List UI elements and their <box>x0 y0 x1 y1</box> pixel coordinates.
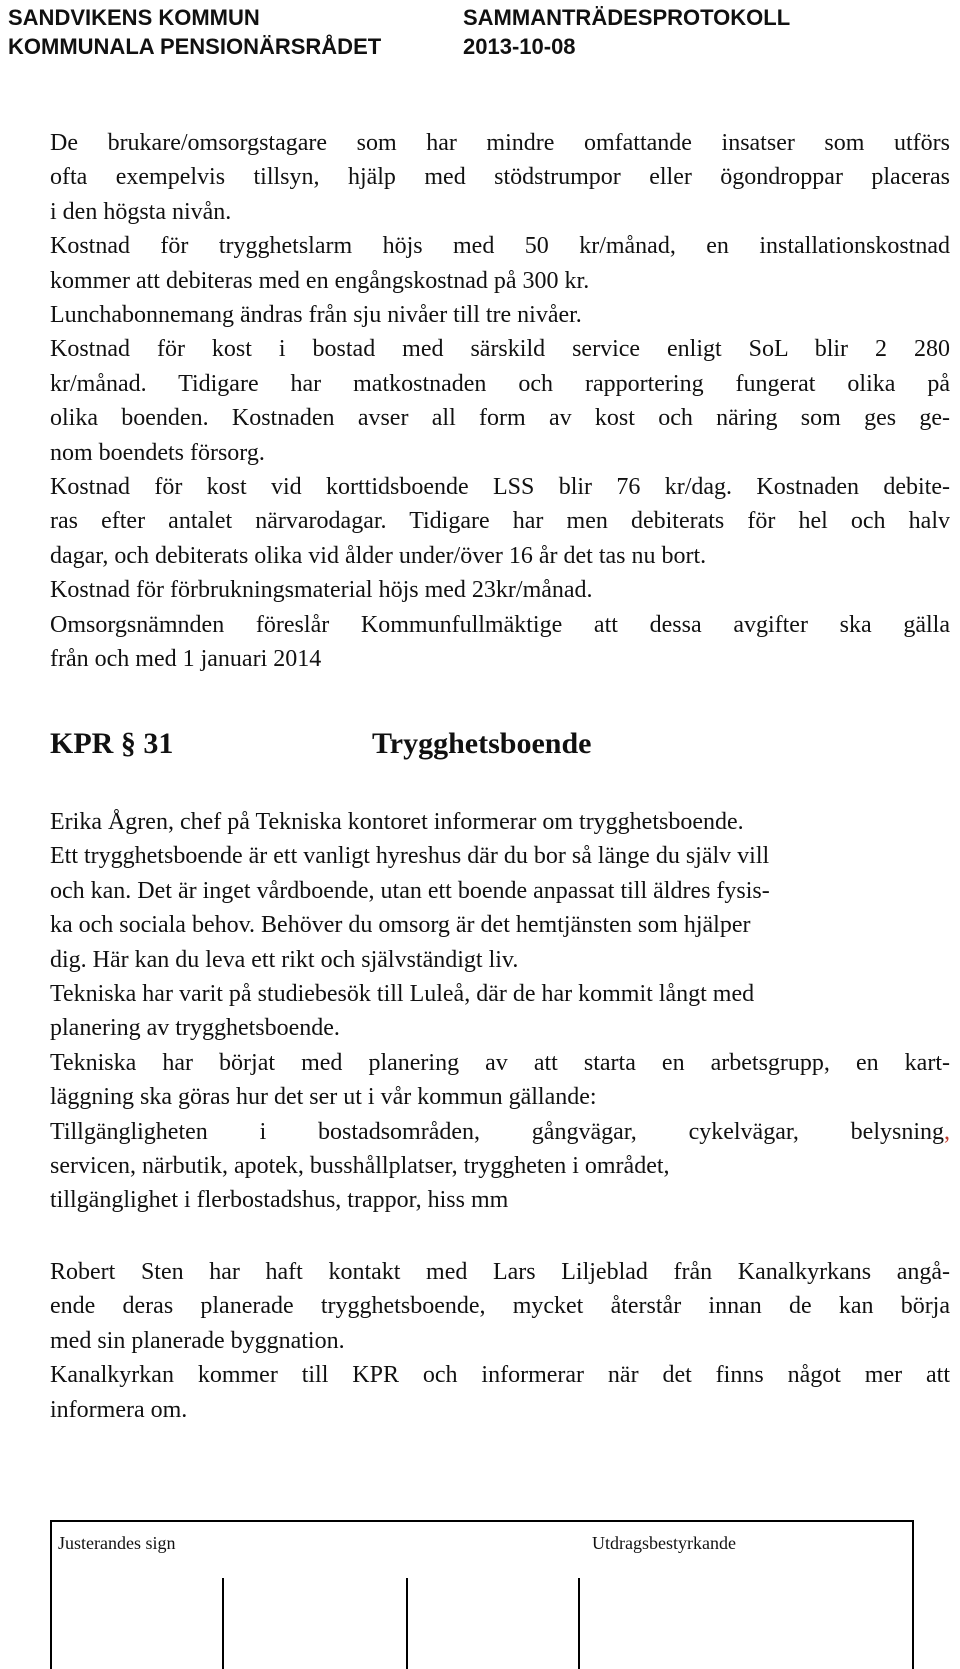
text-line: Kostnad för förbrukningsmaterial höjs med 23kr/månad. <box>50 577 593 604</box>
utdragsbestyrkande-label: Utdragsbestyrkande <box>592 1533 736 1553</box>
text-line: olika boenden. Kostnaden avser all form av kost och näring som ges ge- <box>50 405 950 432</box>
text-line: Tekniska har varit på studiebesök till Luleå, där de har kommit långt med <box>50 981 755 1008</box>
text-line: kr/månad. Tidigare har matkostnaden och rapportering fungerat olika på <box>50 370 950 397</box>
text-line: Tillgängligheten i bostadsområden, gångvägar, cykelvägar, belysning <box>50 1118 944 1145</box>
text-line: nom boendets försorg. <box>50 439 265 466</box>
header-org: SANDVIKENS KOMMUN <box>8 5 260 30</box>
text-line: ras efter antalet närvarodagar. Tidigare har men debiterats för hel och halv <box>50 508 950 535</box>
red-comma: , <box>944 1118 950 1145</box>
text-line: från och med 1 januari 2014 <box>50 646 322 673</box>
text-line: Ett trygghetsboende är ett vanligt hyreshus där du bor så länge du själv vill <box>50 843 770 870</box>
text-line: ka och sociala behov. Behöver du omsorg är det hemtjänsten som hjälper <box>50 912 751 939</box>
text-line: Erika Ågren, chef på Tekniska kontoret informerar om trygghetsboende. <box>50 809 744 835</box>
signature-divider <box>578 1578 580 1669</box>
text-line: kommer att debiteras med en engångskostnad på 300 kr. <box>50 267 590 294</box>
section-number: KPR § 31 <box>50 727 174 760</box>
signature-divider <box>406 1578 408 1669</box>
header-council: KOMMUNALA PENSIONÄRSRÅDET <box>8 34 382 59</box>
text-line: tillgänglighet i flerbostadshus, trappor, hiss mm <box>50 1187 509 1214</box>
justerandes-sign-label: Justerandes sign <box>58 1533 176 1553</box>
text-line: Kanalkyrkan kommer till KPR och informerar när det finns något mer att <box>50 1362 950 1389</box>
text-line: Kostnad för trygghetslarm höjs med 50 kr/månad, en installationskostnad <box>50 233 950 260</box>
text-line: Lunchabonnemang ändras från sju nivåer till tre nivåer. <box>50 302 582 329</box>
text-line-with-comma <box>50 1115 950 1149</box>
text-line: med sin planerade byggnation. <box>50 1327 345 1354</box>
text-line: Omsorgsnämnden föreslår Kommunfullmäktige att dessa avgifter ska gälla <box>50 611 950 638</box>
section-trygghetsboende <box>50 805 950 1218</box>
header-date: 2013-10-08 <box>463 34 576 59</box>
text-line: ofta exempelvis tillsyn, hjälp med stödstrumpor eller ögondroppar placeras <box>50 164 950 191</box>
signature-divider <box>222 1578 224 1669</box>
text-line: De brukare/omsorgstagare som har mindre omfattande insatser som utförs <box>50 130 950 156</box>
text-line: planering av trygghetsboende. <box>50 1015 340 1042</box>
text-line: dig. Här kan du leva ett rikt och självständigt liv. <box>50 946 519 973</box>
text-line: dagar, och debiterats olika vid ålder under/över 16 år det tas nu bort. <box>50 542 707 569</box>
header-doc-type: SAMMANTRÄDESPROTOKOLL <box>463 5 791 30</box>
text-line: ende deras planerade trygghetsboende, mycket återstår innan de kan börja <box>50 1293 950 1320</box>
text-line: Robert Sten har haft kontakt med Lars Liljeblad från Kanalkyrkans angå- <box>50 1259 950 1285</box>
text-line: Kostnad för kost vid korttidsboende LSS blir 76 kr/dag. Kostnaden debite- <box>50 474 950 501</box>
text-line: i den högsta nivån. <box>50 198 232 225</box>
text-line: servicen, närbutik, apotek, busshållplatser, tryggheten i området, <box>50 1153 670 1180</box>
text-line: och kan. Det är inget vårdboende, utan ett boende anpassat till äldres fysis- <box>50 877 770 904</box>
text-line: Tekniska har börjat med planering av att starta en arbetsgrupp, en kart- <box>50 1049 950 1076</box>
text-line: läggning ska göras hur det ser ut i vår kommun gällande: <box>50 1084 597 1111</box>
signature-box <box>50 1520 914 1669</box>
text-line: informera om. <box>50 1396 188 1423</box>
text-line: Kostnad för kost i bostad med särskild service enligt SoL blir 2 280 <box>50 336 950 363</box>
section-kanalkyrkan <box>50 1255 950 1427</box>
section-fees <box>50 126 950 677</box>
section-title: Trygghetsboende <box>372 727 592 760</box>
